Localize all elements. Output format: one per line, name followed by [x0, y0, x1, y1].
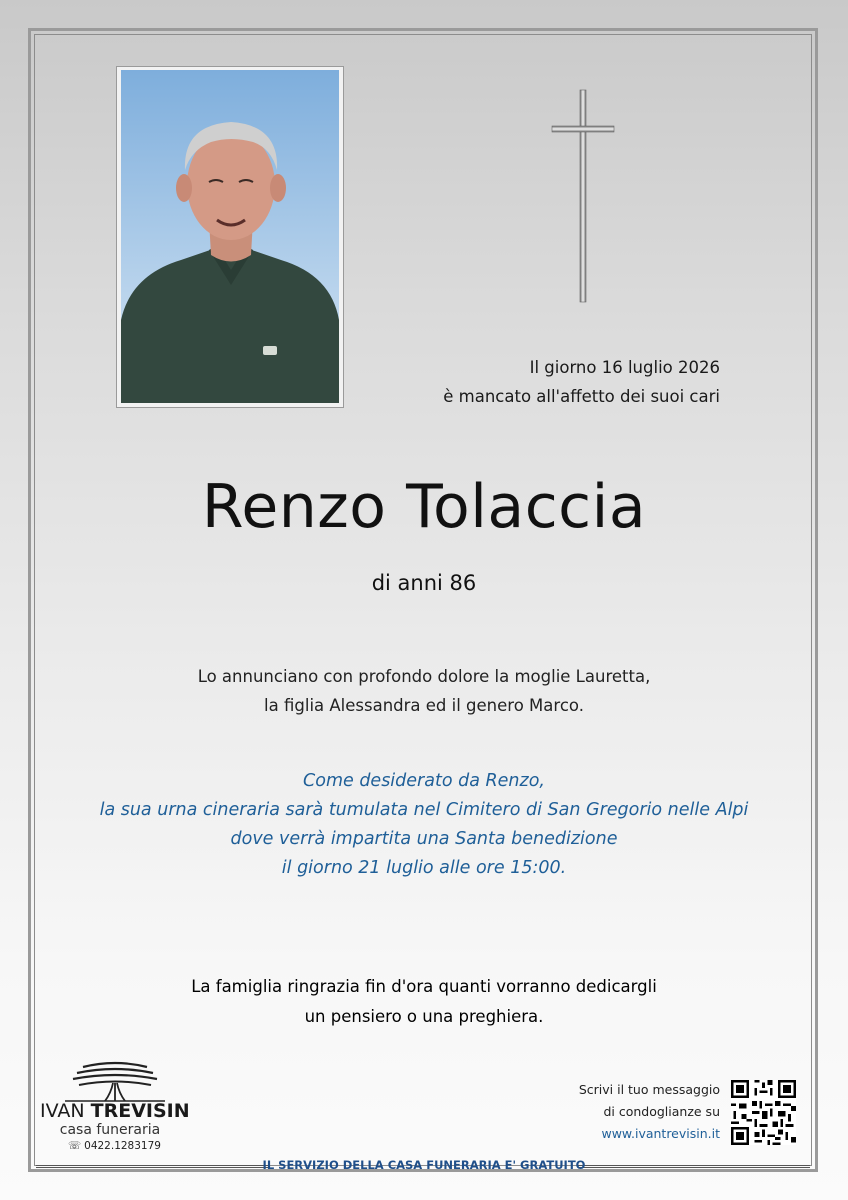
tree-logo-icon: [65, 1061, 165, 1103]
phone-number: 0422.1283179: [84, 1140, 161, 1152]
deceased-name: Renzo Tolaccia: [201, 472, 647, 542]
announcement: [0, 662, 848, 720]
condolences-note: [560, 1079, 720, 1145]
funeral-home-logo: [40, 1058, 190, 1158]
cross-icon: [548, 88, 618, 304]
portrait-photo: [121, 70, 339, 403]
announcement-line: Lo annunciano con profondo dolore la moglie Lauretta,: [197, 667, 651, 686]
qr-code-icon[interactable]: [731, 1080, 796, 1145]
ceremony-line: dove verrà impartita una Santa benedizione: [230, 829, 618, 849]
passed-away-text: è mancato all'affetto dei suoi cari: [443, 387, 720, 406]
ceremony-line: la sua urna cineraria sarà tumulata nel Cimitero di San Gregorio nelle Alpi: [99, 800, 749, 820]
death-date: Il giorno 16 luglio 2026: [529, 358, 720, 377]
thanks-line: La famiglia ringrazia fin d'ora quanti vorranno dedicargli: [191, 977, 657, 996]
deceased-age: di anni 86: [371, 571, 477, 595]
logo-subtitle: casa funeraria: [59, 1122, 161, 1138]
announcement-line: la figlia Alessandra ed il genero Marco.: [264, 696, 584, 715]
logo-last-name: TREVISIN: [90, 1100, 190, 1122]
ceremony-line: Come desiderato da Renzo,: [303, 771, 545, 791]
logo-phone: [68, 1140, 161, 1152]
ceremony-line: il giorno 21 luglio alle ore 15:00.: [281, 858, 567, 878]
footer-notice-text: IL SERVIZIO DELLA CASA FUNERARIA E' GRATUITO: [262, 1158, 586, 1172]
ceremony-details: [0, 767, 848, 883]
logo-first-name: IVAN: [40, 1100, 85, 1122]
footer-notice: [0, 1158, 848, 1172]
logo-name: [40, 1100, 190, 1122]
condolences-line: Scrivi il tuo messaggio: [578, 1082, 720, 1097]
family-thanks: [0, 972, 848, 1032]
thanks-line: un pensiero o una preghiera.: [304, 1007, 544, 1026]
condolences-line: di condoglianze su: [603, 1104, 720, 1119]
death-date-block: [400, 353, 720, 411]
website-link[interactable]: www.ivantrevisin.it: [601, 1126, 720, 1141]
phone-icon: ☏: [68, 1140, 82, 1152]
